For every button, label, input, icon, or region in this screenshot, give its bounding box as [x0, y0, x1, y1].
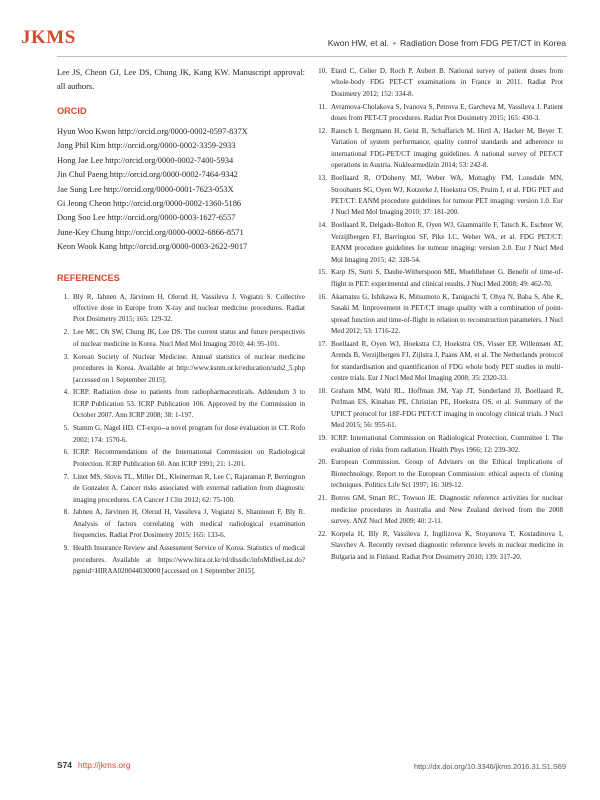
reference-item: [315, 339, 563, 385]
left-column: [57, 66, 305, 579]
reference-text: Health Insurance Review and Assessment Service of Korea. Statistics of medical procedures. Available at https://www.hira.or.kr/rd/dissdic/infoMdfeeList.do?pgmid=HIRAA020044030000 [accessed on 1 September 2015].: [73, 544, 305, 575]
reference-item: [315, 386, 563, 432]
reference-number: 12.: [318, 127, 327, 136]
running-head: [328, 38, 566, 48]
reference-text: Lee MC, Oh SW, Chung JK, Lee DS. The current status and future perspectives of nuclear medicine in Korea. Nucl Med Mol Imaging 2010; 44: 95-101.: [73, 328, 305, 348]
references-list-right: [315, 66, 563, 563]
reference-item: [315, 433, 563, 456]
reference-item: [57, 543, 305, 577]
reference-number: 21.: [318, 494, 327, 503]
reference-text: ICRP. Recommendations of the International Commission on Radiological Protection. ICRP Publication 60. Ann ICRP 1991; 21: 1-201.: [73, 448, 305, 468]
orcid-entry: June-Key Chung http://orcid.org/0000-0002-6866-8571: [57, 227, 244, 237]
running-head-title: Radiation Dose from FDG PET/CT in Korea: [399, 38, 566, 48]
reference-number: 3.: [63, 352, 69, 361]
journal-logo: JKMS: [21, 27, 76, 48]
reference-item: [57, 352, 305, 386]
reference-item: [315, 102, 563, 125]
reference-number: 5.: [63, 424, 69, 433]
reference-item: [315, 292, 563, 338]
reference-text: Rausch I, Bergmann H, Geist B, Schaffarich M, Hirtl A, Hacker M, Beyer T. Variation of system performance, quality control standards and adherence to international FDG-PET/CT imaging guidelines. A national survey of PET/CT operations in Austria. Nuklearmedizin 2014; 53: 242-8.: [331, 127, 563, 170]
reference-number: 1.: [63, 292, 69, 301]
reference-number: 17.: [318, 339, 327, 348]
reference-item: [57, 423, 305, 446]
separator-dot-icon: •: [392, 38, 396, 48]
orcid-entry: Dong Soo Lee http://orcid.org/0000-0003-1627-6557: [57, 213, 236, 223]
right-column: [315, 66, 563, 565]
reference-text: Jahnen A, Järvinen H, Olerud H, Vassileva J, Vogiatzi S, Shannoun F, Bly R. Analysis of factors correlating with medical radiological examination frequencies. Radiat Prot Dosimetry 2015; 165: 133-6.: [73, 508, 305, 540]
reference-text: Boellaard R, O'Doherty MJ, Weber WA, Mottaghy FM, Lonsdale MN, Stroobants SG, Oyen WJ, Kotzerke J, Hoekstra OS, Pruim J, et al. FDG PET and PET/CT: EANM procedure guidelines for tumour PET imaging: version 1.0. Eur J Nucl Med Mol Imaging 2010; 37: 181-200.: [331, 174, 563, 217]
reference-number: 10.: [318, 67, 327, 75]
reference-text: Stamm G, Nagel HD. CT-expo--a novel program for dose evaluation in CT. Rofo 2002; 174: 1570-6.: [73, 424, 305, 444]
orcid-entry: Keon Wook Kang http://orcid.org/0000-0003-2622-9017: [57, 242, 248, 252]
reference-text: Akamatsu G, Ishikawa K, Mitsumoto K, Taniguchi T, Ohya N, Baba S, Abe K, Sasaki M. Improvement in PET/CT image quality with a combination of point-spread function and time-of-flight in relation to reconstruction parameters. J Nucl Med 2012; 53: 1716-22.: [331, 292, 563, 335]
orcid-entry: Jong Phil Kim http://orcid.org/0000-0002-3359-2933: [57, 141, 236, 151]
reference-text: Boellaard R, Oyen WJ, Hoekstra CJ, Hoekstra OS, Visser EP, Willemsen AT, Arends B, Verzijlbergen FJ, Zijlstra J, Paans AM, et al. The Netherlands protocol for standardisation and quantification of FDG whole body PET studies in multi-centre trials. Eur J Nucl Med Mol Imaging 2008; 35: 2320-33.: [331, 339, 563, 383]
reference-number: 7.: [63, 472, 69, 481]
reference-text: Etard C, Celier D, Roch P, Aubert B. National survey of patient doses from whole-body FDG PET-CT examinations in France in 2011. Radiat Prot Dosimetry 2012; 152: 334-8.: [331, 67, 563, 98]
reference-item: [315, 457, 563, 491]
running-head-authors: Kwon HW, et al.: [327, 38, 389, 48]
reference-text: Korpela H, Bly R, Vassileva J, Ingilizova K, Stoyanova T, Kostadinova I, Slavchev A. Recently revised diagnostic reference levels in nuclear medicine in Bulgaria and in Finland. Radiat Prot Dosimetry 2010; 139: 317-20.: [331, 529, 563, 561]
references-list-left: [57, 292, 305, 578]
reference-text: Boellaard R, Delgado-Bolton R, Oyen WJ, Giammarile F, Tatsch K, Eschner W, Verzijlbergen FJ, Barrington SF, Pike LC, Weber WA, et al. FDG PET/CT: EANM procedure guidelines for tumour imaging: version 2.0. Eur J Nucl Med Mol Imaging 2015; 42: 328-54.: [331, 221, 563, 264]
orcid-entry: Hong Jae Lee http://orcid.org/0000-0002-7400-5934: [57, 155, 234, 165]
reference-item: [315, 529, 563, 563]
reference-number: 11.: [318, 102, 327, 111]
reference-item: [315, 66, 563, 100]
reference-item: [57, 447, 305, 470]
reference-item: [57, 507, 305, 541]
reference-item: [57, 292, 305, 326]
reference-item: [57, 327, 305, 350]
orcid-entry: Jae Sung Lee http://orcid.org/0000-0001-7623-053X: [57, 184, 234, 194]
reference-text: Avramova-Cholakova S, Ivanova S, Petrova E, Garcheva M, Vassileva J. Patient doses from PET-CT procedures. Radiat Prot Dosimetry 2015; 165: 430-3.: [331, 102, 563, 123]
journal-url-link[interactable]: http://jkms.org: [77, 760, 131, 770]
reference-text: ICRP. International Commission on Radiological Protection, Committee I. The evaluation of risks from radiation. Health Phys 1966; 12: 239-302.: [331, 434, 563, 454]
orcid-entry: Hyun Woo Kwon http://orcid.org/0000-0002-0597-837X: [57, 127, 248, 136]
reference-item: [57, 472, 305, 506]
reference-text: European Commission. Group of Advisers on the Ethical Implications of Biotechnology. Report to the European Commission: ethical aspects of cloning techniques. Politics Life Sci 1997; 16: 309-12.: [331, 458, 563, 490]
reference-text: Botros GM, Smart RC, Towson JE. Diagnostic reference activities for nuclear medicine procedures in Australia and New Zealand derived from the 2008 survey. ANZ Nucl Med 2009; 40: 2-11.: [331, 494, 563, 525]
reference-number: 19.: [318, 434, 327, 443]
reference-text: Linet MS, Slovis TL, Miller DL, Kleinerman R, Lee C, Rajaraman P, Berrington de Gonzalez A. Cancer risks associated with external radiation from diagnostic imaging procedures. CA Cancer J Clin 2012; 62: 75-100.: [73, 472, 305, 504]
reference-number: 20.: [318, 458, 327, 467]
reference-text: Korean Society of Nuclear Medicine. Annual statistics of nuclear medicine procedures in Korea. Available at http://www.ksnm.or.kr/education/sub2_5.php [accessed on 1 September 2015].: [73, 352, 305, 384]
orcid-list: [57, 125, 305, 255]
page-header: [0, 0, 600, 46]
reference-text: ICRP. Radiation dose to patients from radiopharmaceuticals. Addendum 3 to ICRP Publication 53. ICRP Publication 106. Approved by the Commission in October 2007. Ann ICRP 2008; 38: 1-197.: [73, 388, 305, 420]
acknowledgement-text: Lee JS, Cheon GJ, Lee DS, Chung JK, Kang KW. Manuscript approval: all authors.: [57, 68, 305, 91]
page-number: S74: [57, 760, 72, 770]
reference-number: 9.: [63, 544, 69, 553]
page-footer-left: [57, 760, 131, 770]
reference-number: 6.: [63, 448, 69, 457]
reference-item: [315, 267, 563, 290]
reference-item: [315, 173, 563, 219]
references-heading: REFERENCES: [57, 272, 120, 283]
reference-number: 16.: [318, 292, 327, 301]
doi-link[interactable]: http://dx.doi.org/10.3346/jkms.2016.31.S1.S69: [413, 762, 566, 771]
reference-number: 8.: [63, 508, 69, 517]
reference-item: [315, 493, 563, 527]
orcid-heading: ORCID: [57, 106, 87, 116]
reference-text: Bly R, Jahnen A, Järvinen H, Olerud H, Vassileva J, Vogiatzi S. Collective effective dose in Europe from X-ray and nuclear medicine procedures. Radiat Prot Dosimetry 2015; 165: 129-32.: [73, 292, 305, 324]
reference-number: 22.: [318, 529, 327, 538]
reference-item: [315, 126, 563, 172]
reference-number: 13.: [318, 174, 327, 183]
reference-text: Karp JS, Surti S, Daube-Witherspoon ME, Muehllehner G. Benefit of time-of-flight in PET: experimental and clinical results. J Nucl Med 2008; 49: 462-70.: [331, 268, 563, 288]
reference-number: 15.: [318, 268, 327, 277]
reference-number: 2.: [63, 328, 69, 337]
reference-item: [315, 220, 563, 266]
reference-item: [57, 387, 305, 421]
reference-number: 14.: [318, 221, 327, 230]
reference-text: Graham MM, Wahl RL, Hoffman JM, Yap JT, Sunderland JJ, Boellaard R, Perlman ES, Kinahan PE, Christian PE, Hoekstra OS, et al. Summary of the UPICT protocol for 18F-FDG PET/CT imaging in oncology clinical trials. J Nucl Med 2015; 56: 955-61.: [331, 386, 563, 430]
reference-number: 4.: [63, 388, 69, 397]
orcid-entry: Gi Jeong Cheon http://orcid.org/0000-0002-1360-5186: [57, 199, 242, 209]
orcid-entry: Jin Chul Paeng http://orcid.org/0000-0002-7464-9342: [57, 170, 238, 180]
reference-number: 18.: [318, 386, 327, 395]
header-rule: [57, 56, 567, 57]
